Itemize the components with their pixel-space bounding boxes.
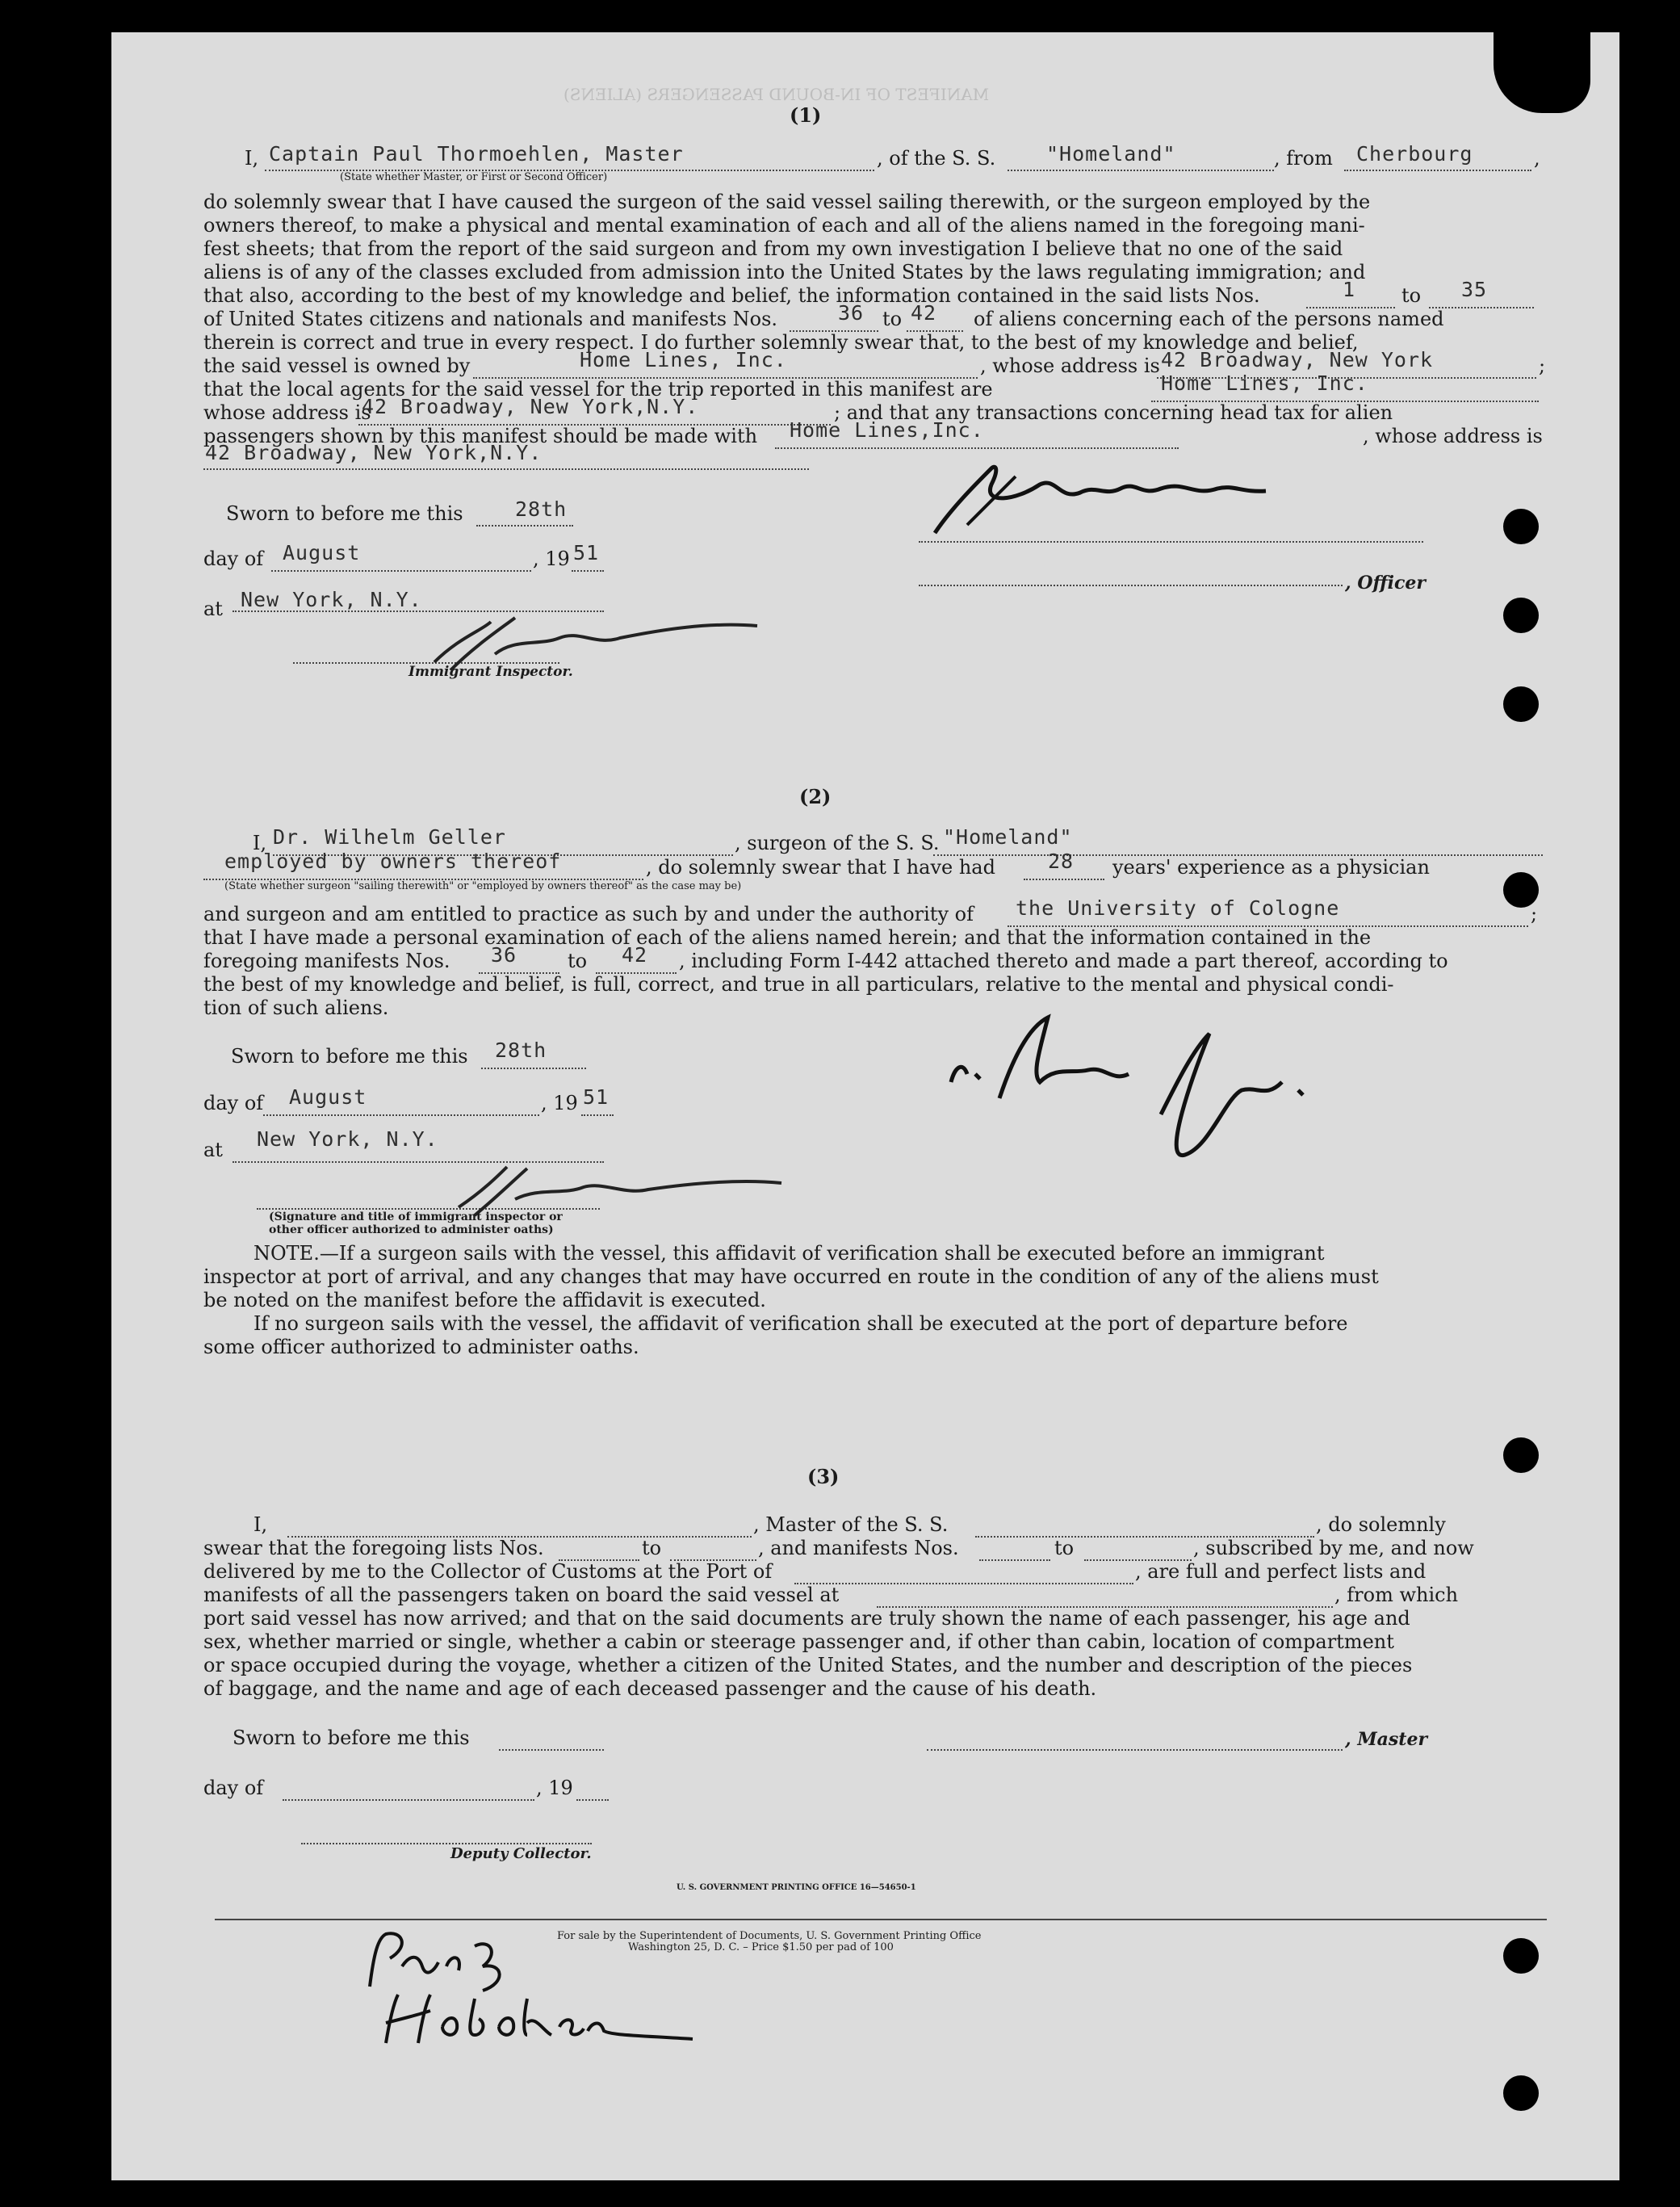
s2-year-line [581, 1114, 614, 1116]
s3-deputy-line [301, 1843, 592, 1844]
officer-sign-line-1 [919, 541, 1423, 543]
s1-line-5: of United States citizens and nationals and manifests Nos. [203, 308, 778, 330]
intro-i-2: I, [253, 832, 267, 854]
s2-year-field: 51 [583, 1085, 610, 1109]
punch-hole [1503, 509, 1539, 544]
ship-field-2: "Homeland" [943, 825, 1073, 849]
s1-inspector-caption: Immigrant Inspector. [408, 664, 573, 680]
s3-day-of: day of [203, 1777, 264, 1799]
section-number-1: (1) [790, 103, 822, 127]
s3-month-line [283, 1799, 534, 1801]
s2-year-prefix: , 19 [541, 1092, 578, 1114]
whose-address-is: , whose address is [1363, 425, 1543, 447]
authority-text: and surgeon and am entitled to practice as such by and under the authority of [203, 903, 974, 925]
s3-subscribed: , subscribed by me, and now [1193, 1537, 1474, 1559]
s3-and-manifests: , and manifests Nos. [758, 1537, 959, 1559]
to-word-1: to [1401, 284, 1422, 307]
s2-sworn-day-line [481, 1068, 586, 1069]
s1-line-6: therein is correct and true in every respect. I do further solemnly swear that, to the best of my knowledge and belief, [203, 331, 1359, 354]
owner-field: Home Lines, Inc. [580, 348, 787, 371]
s1-line-0: do solemnly swear that I have caused the surgeon of the said vessel sailing therewith, or the surgeon employed by the [203, 191, 1371, 213]
s1-year-line [572, 570, 604, 572]
s2-month-line [263, 1114, 539, 1116]
s1-line-2: fest sheets; that from the report of the said surgeon and from my own investigation I believe that no one of the said [203, 237, 1343, 260]
s1-line-8: that the local agents for the said vessel for the trip reported in this manifest are [203, 378, 993, 401]
s1-sworn-day-field: 28th [515, 497, 568, 521]
s1-place-field: New York, N.Y. [241, 588, 422, 611]
note-line-3: If no surgeon sails with the vessel, the affidavit of verification shall be executed at the port of departure before [253, 1312, 1348, 1335]
owner-address-label: , whose address is [980, 355, 1160, 377]
surgeon-name-field: Dr. Wilhelm Geller [273, 825, 506, 849]
s3-line-1: delivered by me to the Collector of Customs at the Port of [203, 1560, 773, 1583]
from-label: , from [1274, 147, 1333, 170]
s3-year-prefix: , 19 [536, 1777, 573, 1799]
s2-line-2: the best of my knowledge and belief, is full, correct, and true in all particulars, relative to the mental and physical condi- [203, 973, 1394, 996]
s1-sworn-day-line [476, 525, 573, 527]
officer-caption: (State whether Master, or First or Second Officer) [340, 171, 608, 183]
s1-line-9: whose address is [203, 401, 371, 424]
s2-manifests-to-field: 42 [622, 943, 648, 967]
s1-month-field: August [283, 541, 361, 564]
surgeon-of-label: , surgeon of the S. S. [735, 832, 940, 854]
sale-line-1: For sale by the Superintendent of Documents, U. S. Government Printing Office [557, 1930, 982, 1942]
sale-line-2: Washington 25, D. C. – Price $1.50 per pad of 100 [628, 1941, 894, 1953]
punch-hole [1503, 1437, 1539, 1473]
s2-to-word: to [568, 950, 588, 972]
ship-line-1 [1008, 170, 1274, 171]
agents-address-field: 42 Broadway, New York,N.Y. [362, 395, 699, 418]
to-word-2: to [882, 308, 903, 330]
s3-deputy-caption: Deputy Collector. [450, 1845, 592, 1862]
semicolon-2: ; [1531, 903, 1538, 925]
years-text: years' experience as a physician [1112, 856, 1430, 879]
s3-port-line [794, 1583, 1133, 1584]
aliens-text: of aliens concerning each of the persons named [974, 308, 1444, 330]
head-tax-text: ; and that any transactions concerning head tax for alien [834, 401, 1393, 424]
lists-to-field: 35 [1461, 278, 1488, 301]
s3-manifests-from-line [979, 1559, 1050, 1561]
s1-line-3: aliens is of any of the classes excluded from admission into the United States by the laws regulating immigration; and [203, 261, 1366, 283]
agents-field: Home Lines, Inc. [1161, 371, 1368, 395]
master-signature [919, 452, 1290, 541]
s1-at-label: at [203, 598, 223, 620]
s2-place-field: New York, N.Y. [257, 1127, 438, 1151]
printing-office: U. S. GOVERNMENT PRINTING OFFICE 16—54650-1 [677, 1883, 916, 1892]
s2-line-0: that I have made a personal examination of each of the aliens named herein; and that the information contained in the [203, 926, 1372, 949]
s3-line-0: swear that the foregoing lists Nos. [203, 1537, 544, 1559]
ship-field-1: "Homeland" [1046, 142, 1176, 166]
s1-line-10: passengers shown by this manifest should be made with [203, 425, 758, 447]
s1-year-prefix: , 19 [533, 548, 570, 570]
master-name-field: Captain Paul Thormoehlen, Master [269, 142, 684, 166]
s3-line-2: manifests of all the passengers taken on board the said vessel at [203, 1584, 840, 1606]
handwritten-note [354, 1922, 806, 2059]
s2-at-label: at [203, 1139, 223, 1161]
authority-field: the University of Cologne [1016, 896, 1340, 920]
footer-rule [215, 1919, 1547, 1920]
s2-signature-caption-2: other officer authorized to administer oaths) [269, 1223, 554, 1236]
s2-day-of: day of [203, 1092, 264, 1114]
form-text: , including Form I-442 attached thereto and made a part thereof, according to [679, 950, 1448, 972]
comma: , [1534, 147, 1540, 170]
surgeon-signature [919, 985, 1371, 1171]
punch-hole [1503, 598, 1539, 633]
s1-line-1: owners thereof, to make a physical and mental examination of each and all of the aliens named in the foregoing mani- [203, 214, 1365, 237]
punch-hole [1503, 872, 1539, 908]
s2-signature-caption-1: (Signature and title of immigrant inspector or [269, 1210, 563, 1223]
port-from-line [1344, 170, 1531, 171]
s2-line-3: tion of such aliens. [203, 997, 389, 1019]
s1-day-of: day of [203, 548, 264, 570]
employ-caption: (State whether surgeon "sailing therewith" or "employed by owners thereof" as the case may be) [224, 880, 742, 892]
s1-line-7: the said vessel is owned by [203, 355, 471, 377]
employment-field: employed by owners thereof [224, 850, 562, 873]
section-number-3: (3) [807, 1465, 840, 1488]
head-tax-address-line [203, 468, 809, 470]
punch-hole [1503, 686, 1539, 722]
s2-manifests-from-field: 36 [491, 943, 517, 967]
lists-from-field: 1 [1343, 278, 1356, 301]
header-stamp: MANIFEST OF IN-BOUND PASSENGERS (ALIENS) [563, 85, 990, 104]
s1-sworn-label: Sworn to before me this [226, 502, 463, 525]
manifests-to-field: 42 [911, 301, 937, 325]
s3-master-of: , Master of the S. S. [753, 1513, 949, 1536]
s3-master-sign-line [927, 1749, 1343, 1751]
s2-sworn-label: Sworn to before me this [231, 1045, 468, 1068]
s3-line-4: sex, whether married or single, whether a cabin or steerage passenger and, if other than cabin, location of compartment [203, 1630, 1394, 1653]
s3-line-6: of baggage, and the name and age of each deceased passenger and the cause of his death. [203, 1677, 1097, 1700]
manifests-from-field: 36 [838, 301, 865, 325]
swear-text: , do solemnly swear that I have had [646, 856, 995, 879]
years-field: 28 [1048, 850, 1075, 873]
manifest-page [111, 32, 1619, 2180]
note-line-4: some officer authorized to administer oaths. [203, 1336, 639, 1358]
s1-year-field: 51 [573, 541, 600, 564]
inspector-signature-1 [418, 606, 765, 678]
s3-do-solemnly: , do solemnly [1316, 1513, 1446, 1536]
s1-line-4: that also, according to the best of my knowledge and belief, the information contained in the said lists Nos. [203, 284, 1260, 307]
s3-from-which: , from which [1334, 1584, 1459, 1606]
punch-hole [1503, 2075, 1539, 2111]
intro-i-3: I, [253, 1513, 268, 1536]
section-number-2: (2) [799, 785, 832, 808]
head-tax-party-field: Home Lines,Inc. [790, 418, 984, 442]
note-line-0: NOTE.—If a surgeon sails with the vessel, this affidavit of verification shall be executed before an immigrant [253, 1242, 1325, 1265]
semicolon: ; [1539, 355, 1546, 377]
s2-sworn-day-field: 28th [495, 1038, 547, 1062]
years-line [1024, 879, 1104, 880]
intro-i-1: I, [245, 147, 259, 170]
s3-year-line [576, 1799, 609, 1801]
head-tax-party-line [775, 447, 1179, 449]
port-from-field: Cherbourg [1356, 142, 1473, 166]
s3-sworn-day-line [499, 1749, 604, 1751]
s2-month-field: August [289, 1085, 367, 1109]
punch-hole [1503, 1938, 1539, 1974]
s3-full-perfect: , are full and perfect lists and [1135, 1560, 1427, 1583]
owner-address-field: 42 Broadway, New York [1161, 348, 1434, 371]
officer-sign-line-2 [919, 585, 1343, 586]
inspector-signature-2 [450, 1159, 790, 1223]
s3-to-word-1: to [642, 1537, 662, 1559]
of-ss-label: , of the S. S. [877, 147, 996, 170]
lists-to-line [1429, 307, 1534, 308]
s3-master-label: , Master [1345, 1729, 1428, 1750]
note-line-2: be noted on the manifest before the affidavit is executed. [203, 1289, 766, 1311]
s3-to-word-2: to [1054, 1537, 1075, 1559]
s2-line-1: foregoing manifests Nos. [203, 950, 450, 972]
note-line-1: inspector at port of arrival, and any changes that may have occurred en route in the condition of any of the aliens must [203, 1265, 1379, 1288]
officer-label: , Officer [1345, 573, 1427, 594]
head-tax-address-field: 42 Broadway, New York,N.Y. [205, 441, 543, 464]
s3-line-3: port said vessel has now arrived; and that on the said documents are truly shown the name of each passenger, his age and [203, 1607, 1410, 1630]
s3-sworn-label: Sworn to before me this [233, 1727, 470, 1749]
s3-line-5: or space occupied during the voyage, whether a citizen of the United States, and the number and description of the pieces [203, 1654, 1413, 1676]
s1-month-line [271, 570, 531, 572]
